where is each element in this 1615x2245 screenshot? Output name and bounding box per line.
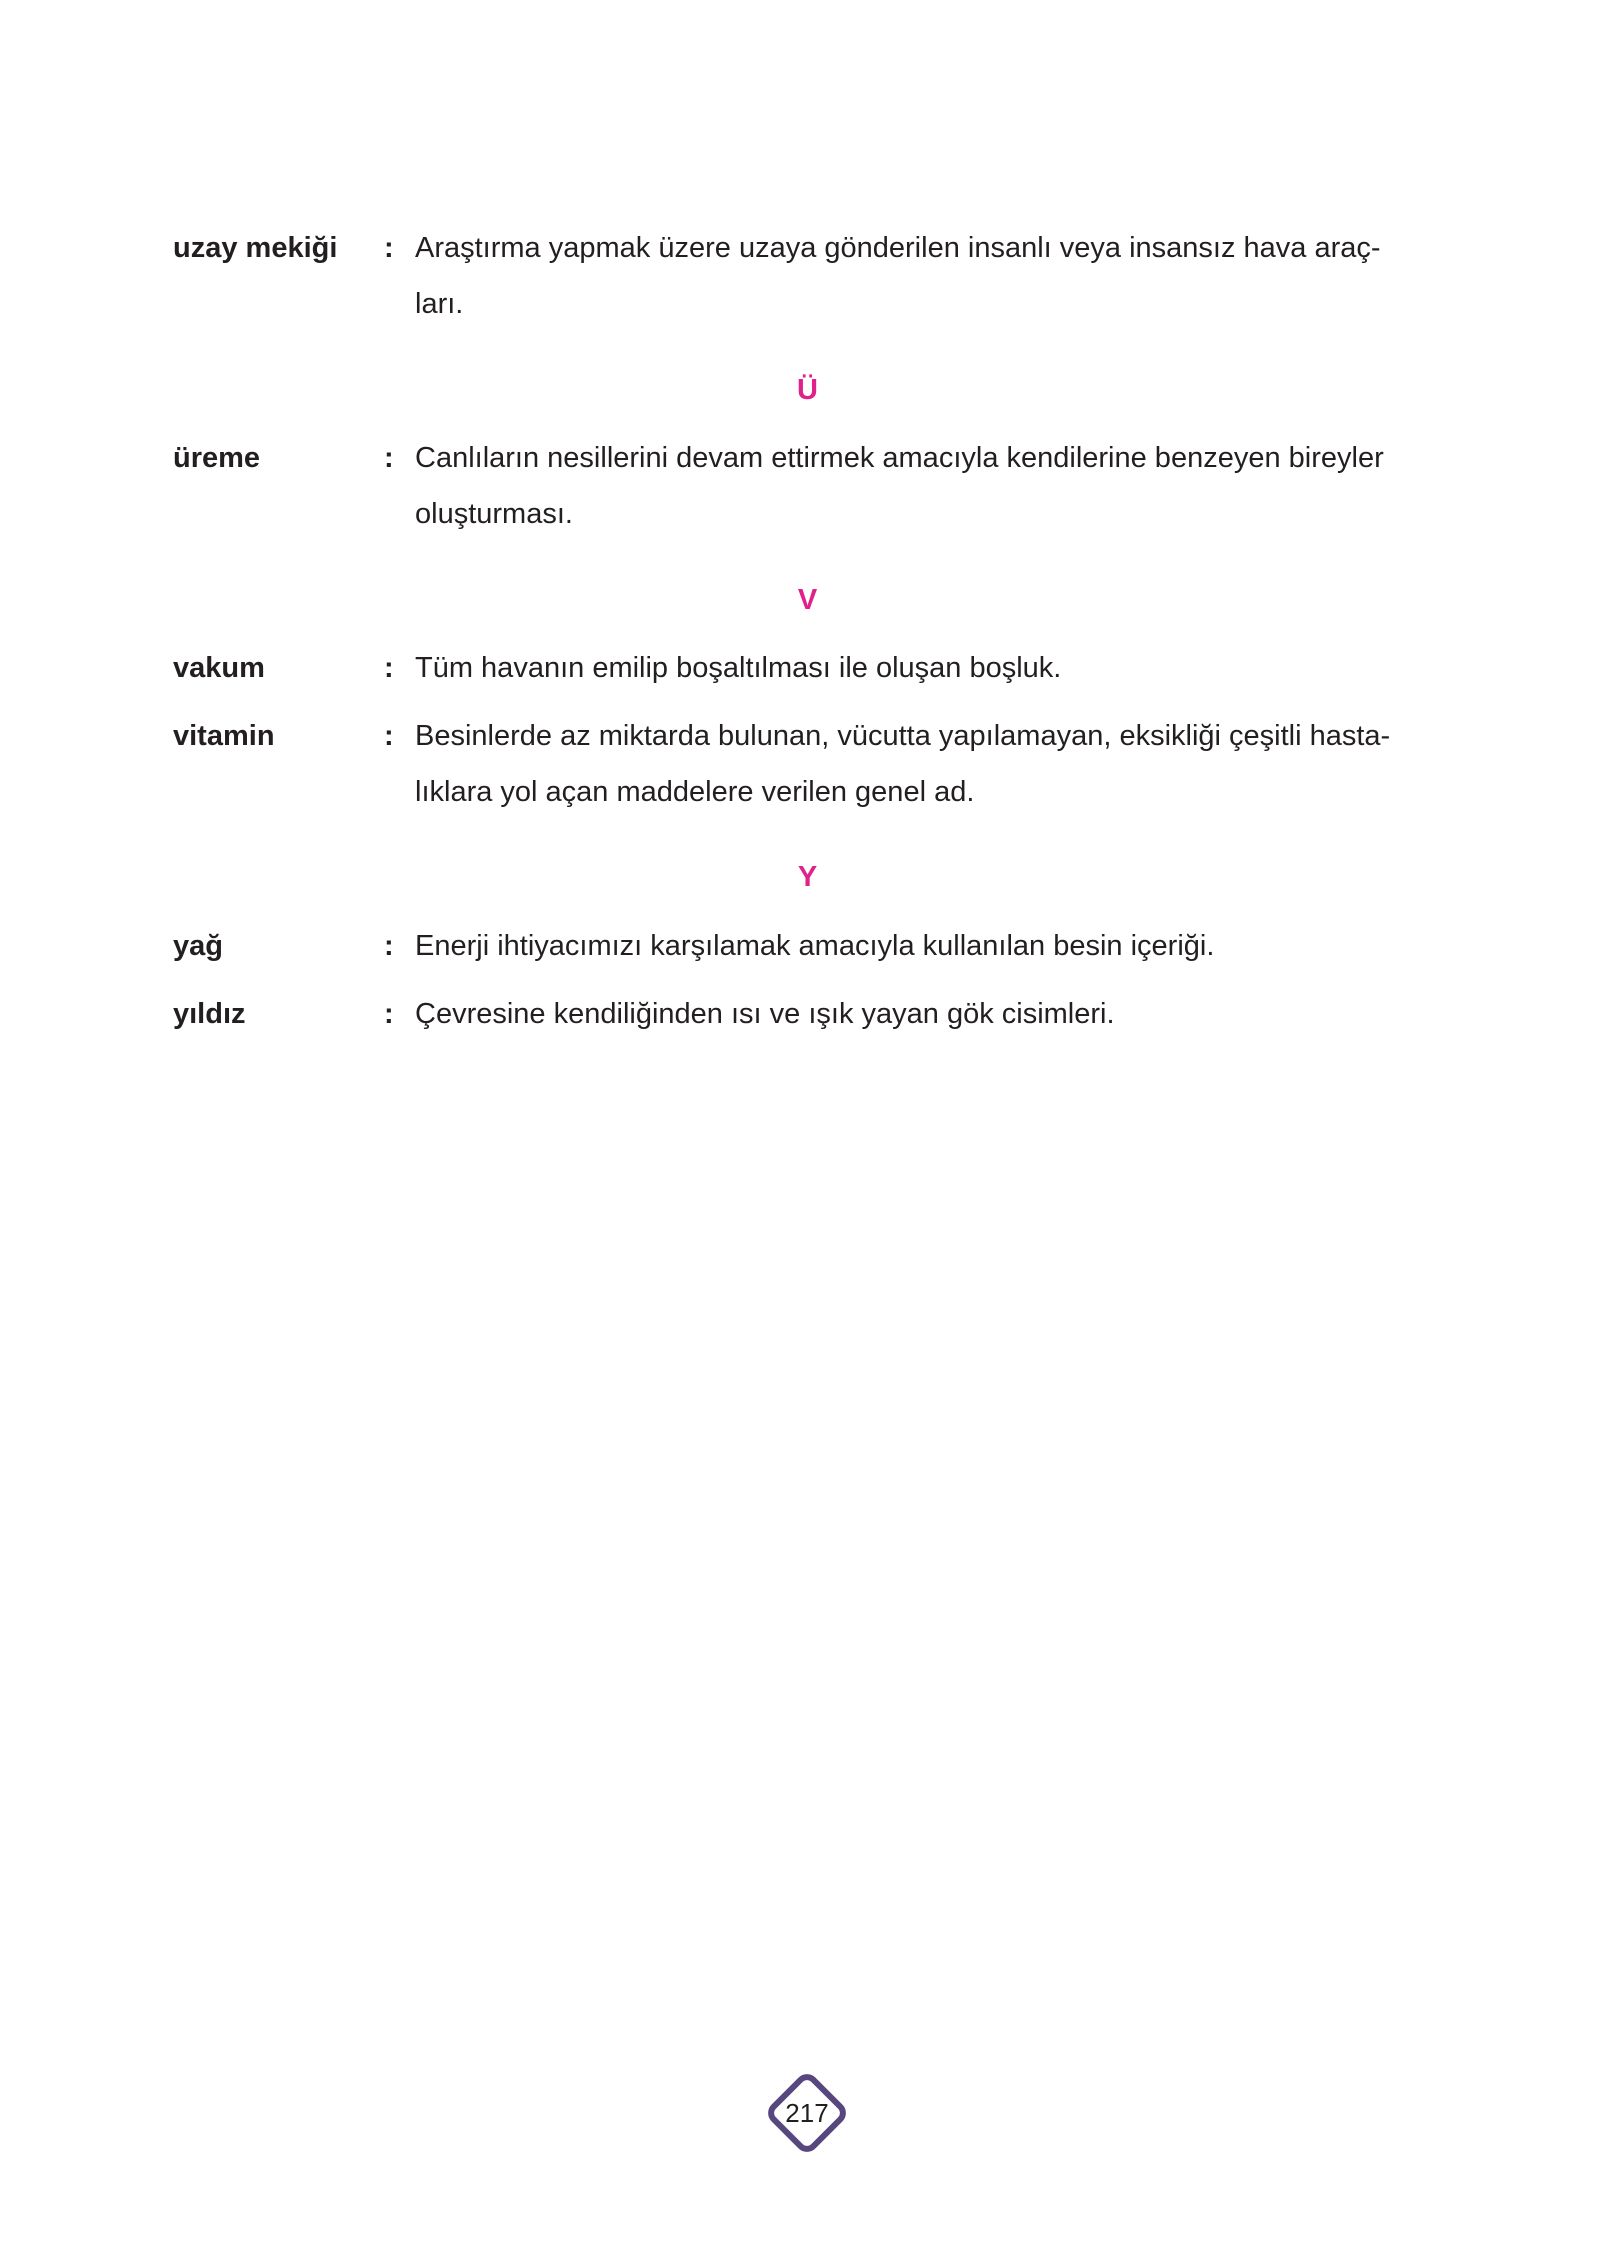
glossary-definition (415, 918, 1450, 974)
glossary-colon: : (384, 232, 394, 264)
definition-line: ları. (415, 288, 464, 320)
glossary-colon: : (384, 720, 394, 752)
glossary-colon: : (384, 442, 394, 474)
section-letter-u-umlaut: Ü (797, 374, 818, 406)
definition-line: Enerji ihtiyacımızı karşılamak amacıyla kullanılan besin içeriği. (415, 930, 1215, 962)
glossary-definition (415, 708, 1450, 820)
glossary-definition (415, 430, 1450, 542)
glossary-definition (415, 640, 1450, 696)
definition-line: Besinlerde az miktarda bulunan, vücutta yapılamayan, eksikliği çeşitli hasta- (415, 720, 1391, 752)
glossary-term: vitamin (173, 720, 275, 752)
glossary-term: uzay mekiği (173, 232, 338, 264)
glossary-definition (415, 220, 1450, 332)
page-number: 217 (785, 2098, 829, 2128)
glossary-definition (415, 986, 1450, 1042)
definition-line: lıklara yol açan maddelere verilen genel ad. (415, 776, 975, 808)
definition-line: Tüm havanın emilip boşaltılması ile oluşan boşluk. (415, 652, 1062, 684)
section-letter-y: Y (797, 861, 818, 893)
definition-line: oluşturması. (415, 498, 573, 530)
glossary-term: yıldız (173, 998, 246, 1030)
glossary-term: yağ (173, 930, 223, 962)
glossary-term: vakum (173, 652, 265, 684)
glossary-colon: : (384, 930, 394, 962)
page-number-badge (757, 2063, 857, 2163)
section-letter-v: V (797, 584, 818, 616)
glossary-colon: : (384, 652, 394, 684)
definition-line: Çevresine kendiliğinden ısı ve ışık yayan gök cisimleri. (415, 998, 1115, 1030)
glossary-term: üreme (173, 442, 261, 474)
definition-line: Araştırma yapmak üzere uzaya gönderilen insanlı veya insansız hava araç- (415, 232, 1381, 264)
glossary-colon: : (384, 998, 394, 1030)
definition-line: Canlıların nesillerini devam ettirmek amacıyla kendilerine benzeyen bireyler (415, 442, 1384, 474)
